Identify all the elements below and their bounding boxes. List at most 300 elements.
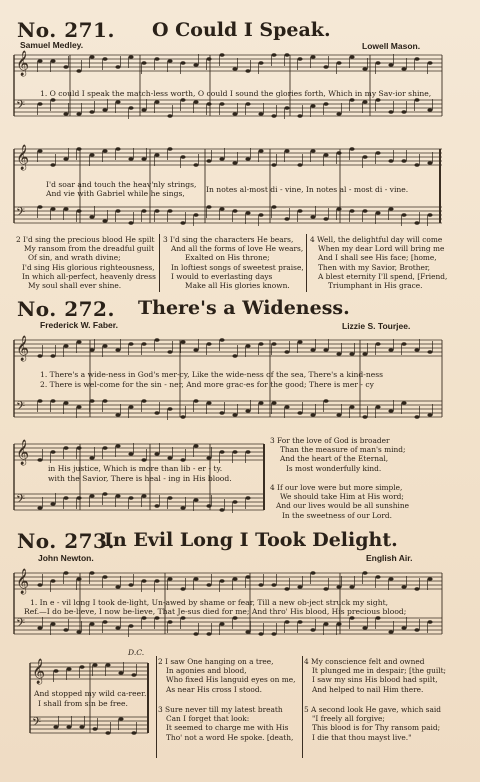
note-head [206, 632, 211, 636]
note-head [154, 57, 159, 61]
note-head [349, 352, 354, 356]
note-head [89, 348, 94, 352]
note-head [193, 63, 198, 67]
note-head [63, 496, 68, 500]
note-head [92, 727, 97, 731]
note-head [323, 399, 328, 403]
note-head [154, 338, 159, 342]
dc-marking: D.C. [128, 648, 145, 657]
note-head [180, 458, 185, 462]
note-head [167, 456, 172, 460]
note-head [167, 350, 172, 354]
note-head [219, 338, 224, 342]
note-head [128, 342, 133, 346]
note-head [388, 348, 393, 352]
note-head [258, 61, 263, 65]
note-head [102, 57, 107, 61]
verse-block: 3 I'd sing the characters He bears, And all the forms of love He wears, Exalted on His throne; In loftiest songs of sweetest praise, I would to everlasting days Make all His glories known. [163, 235, 304, 291]
note-head [128, 106, 133, 110]
note-head [219, 53, 224, 57]
note-head [258, 149, 263, 153]
note-head [154, 504, 159, 508]
note-head [362, 571, 367, 575]
note-head [258, 112, 263, 116]
note-head [284, 217, 289, 221]
note-head [167, 147, 172, 151]
note-head [154, 209, 159, 213]
note-head [50, 399, 55, 403]
note-head [336, 352, 341, 356]
note-head [37, 506, 42, 510]
note-head [349, 616, 354, 620]
divider [156, 656, 157, 758]
note-head [50, 98, 55, 102]
note-head [349, 209, 354, 213]
note-head [245, 102, 250, 106]
note-head [219, 508, 224, 512]
note-head [50, 450, 55, 454]
note-head [154, 100, 159, 104]
note-head [414, 628, 419, 632]
note-head [349, 55, 354, 59]
note-head [115, 585, 120, 589]
note-head [50, 207, 55, 211]
note-head [245, 575, 250, 579]
svg-text:𝄢: 𝄢 [16, 400, 26, 416]
note-head [323, 348, 328, 352]
note-head [89, 456, 94, 460]
note-head [271, 114, 276, 118]
note-head [362, 626, 367, 630]
note-head [323, 217, 328, 221]
verse-block: 5 A second look He gave, which said "I freely all forgive; This blood is for Thy ransom paid; I die that thou mayst live." [304, 705, 441, 742]
note-head [336, 622, 341, 626]
note-head [193, 498, 198, 502]
note-head [206, 205, 211, 209]
note-head [271, 342, 276, 346]
lyric-line: And stopped my wild ca-reer. [34, 689, 147, 698]
note-head [336, 112, 341, 116]
svg-text:𝄢: 𝄢 [16, 493, 26, 509]
note-head [284, 106, 289, 110]
divider [306, 234, 307, 292]
note-head [232, 413, 237, 417]
note-head [375, 405, 380, 409]
author-left: Frederick W. Faber. [40, 320, 118, 330]
note-head [102, 492, 107, 496]
lyric-line: 1. O could I speak the match-less worth, O could I sound the glories forth, Which in my Sav-ior shine, [40, 89, 432, 98]
note-head [154, 411, 159, 415]
note-head [63, 112, 68, 116]
lyric-line: I shall from sin be free. [38, 699, 128, 708]
lyric-line: 2. There is wel-come for the sin - ner, And more grac-es for the good; There is mer - cy [40, 380, 374, 389]
note-head [89, 55, 94, 59]
note-head [375, 98, 380, 102]
hymn-title: In Evil Long I Took Delight. [104, 529, 398, 551]
note-head [63, 65, 68, 69]
note-head [414, 587, 419, 591]
author-left: John Newton. [38, 553, 94, 563]
note-head [180, 616, 185, 620]
note-head [219, 622, 224, 626]
note-head [362, 155, 367, 159]
note-head [336, 413, 341, 417]
note-head [128, 405, 133, 409]
note-head [167, 577, 172, 581]
note-head [193, 348, 198, 352]
note-head [245, 630, 250, 634]
note-head [115, 147, 120, 151]
note-head [206, 102, 211, 106]
note-head [76, 69, 81, 73]
note-head [297, 585, 302, 589]
staff-273-2-bass [30, 717, 148, 733]
note-head [115, 65, 120, 69]
divider [302, 656, 303, 758]
note-head [50, 622, 55, 626]
note-head [414, 348, 419, 352]
verse-block: 4 My conscience felt and owned It plunged me in despair; [the guilt; I saw my sins His blood had spilt, And helped to nail Him there. [304, 657, 447, 694]
note-head [401, 213, 406, 217]
note-head [37, 102, 42, 106]
lyric-line: 1. In e - vil long I took de-light, Un-awed by shame or fear, Till a new ob-ject struck my sight, [30, 598, 389, 607]
note-head [53, 725, 58, 729]
note-head [128, 583, 133, 587]
verse-block: 4 Well, the delightful day will come When my dear Lord will bring me And I shall see His face; [home, Then with my Savior, Brother, A blest eternity I'll spend, [Friend, Triumphant in His grace. [310, 235, 448, 291]
note-head [219, 411, 224, 415]
note-head [50, 163, 55, 167]
note-head [63, 401, 68, 405]
note-head [118, 671, 123, 675]
note-head [141, 209, 146, 213]
note-head [193, 632, 198, 636]
note-head [193, 213, 198, 217]
note-head [323, 102, 328, 106]
note-head [131, 673, 136, 677]
note-head [167, 620, 172, 624]
note-head [427, 577, 432, 581]
note-head [79, 665, 84, 669]
author-right: Lizzie S. Tourjee. [342, 321, 411, 331]
note-head [76, 630, 81, 634]
author-right: Lowell Mason. [362, 41, 421, 51]
note-head [310, 413, 315, 417]
note-head [245, 409, 250, 413]
note-head [323, 622, 328, 626]
note-head [336, 207, 341, 211]
note-head [219, 157, 224, 161]
note-head [414, 57, 419, 61]
note-head [427, 620, 432, 624]
note-head [37, 354, 42, 358]
note-head [89, 571, 94, 575]
divider [159, 234, 160, 292]
note-head [388, 207, 393, 211]
note-head [128, 55, 133, 59]
note-head [37, 59, 42, 63]
note-head [310, 571, 315, 575]
note-head [427, 108, 432, 112]
note-head [115, 494, 120, 498]
note-head [375, 575, 380, 579]
note-head [232, 67, 237, 71]
note-head [76, 446, 81, 450]
hymn-number: No. 271. [17, 18, 115, 42]
note-head [206, 159, 211, 163]
note-head [284, 620, 289, 624]
note-head [128, 157, 133, 161]
note-head [284, 587, 289, 591]
note-head [76, 496, 81, 500]
svg-text:𝄢: 𝄢 [16, 617, 26, 633]
note-head [180, 61, 185, 65]
note-head [232, 577, 237, 581]
note-head [323, 65, 328, 69]
note-head [66, 725, 71, 729]
note-head [141, 579, 146, 583]
note-head [271, 53, 276, 57]
note-head [284, 53, 289, 57]
svg-text:𝄢: 𝄢 [16, 206, 26, 222]
note-head [258, 583, 263, 587]
note-head [89, 153, 94, 157]
note-head [388, 159, 393, 163]
lyric-line: in His justice, Which is more than lib - er - ty. [48, 464, 223, 473]
note-head [427, 350, 432, 354]
note-head [388, 63, 393, 67]
note-head [193, 577, 198, 581]
note-head [310, 55, 315, 59]
note-head [206, 456, 211, 460]
note-head [180, 340, 185, 344]
note-head [180, 506, 185, 510]
note-head [427, 213, 432, 217]
note-head [37, 149, 42, 153]
note-head [232, 616, 237, 620]
note-head [76, 577, 81, 581]
note-head [323, 153, 328, 157]
note-head [154, 616, 159, 620]
note-head [89, 494, 94, 498]
note-head [297, 57, 302, 61]
note-head [141, 342, 146, 346]
note-head [206, 583, 211, 587]
verse-block: 2 I saw One hanging on a tree, In agonies and blood, Who fixed His languid eyes on me, As near His cross I stood. [158, 657, 296, 694]
note-head [362, 209, 367, 213]
note-head [102, 344, 107, 348]
note-head [206, 401, 211, 405]
verse-block: 3 For the love of God is broader Than the measure of man's mind; And the heart of the Eternal, Is most wonderfully kind. [270, 436, 406, 473]
note-head [297, 163, 302, 167]
note-head [79, 725, 84, 729]
note-head [102, 575, 107, 579]
note-head [63, 344, 68, 348]
note-head [102, 620, 107, 624]
note-head [219, 207, 224, 211]
note-head [219, 102, 224, 106]
note-head [102, 399, 107, 403]
note-head [258, 342, 263, 346]
note-head [375, 342, 380, 346]
note-head [76, 405, 81, 409]
note-head [118, 717, 123, 721]
svg-text:𝄞: 𝄞 [16, 145, 30, 170]
note-head [245, 450, 250, 454]
note-head [310, 104, 315, 108]
note-head [167, 496, 172, 500]
svg-text:𝄞: 𝄞 [32, 659, 46, 684]
note-head [206, 57, 211, 61]
hymn-title: O Could I Speak. [152, 19, 331, 41]
note-head [89, 110, 94, 114]
note-head [297, 209, 302, 213]
note-head [258, 213, 263, 217]
note-head [141, 616, 146, 620]
verse-block: 2 I'd sing the precious blood He spilt My ransom from the dreadful guilt Of sin, and wrath divine; I'd sing His glorious righteousness, In which all-perfect, heavenly dress My soul shall ever shine. [16, 235, 156, 291]
note-head [167, 209, 172, 213]
note-head [180, 587, 185, 591]
note-head [141, 61, 146, 65]
note-head [271, 205, 276, 209]
note-head [105, 731, 110, 735]
note-head [92, 663, 97, 667]
note-head [50, 354, 55, 358]
note-head [167, 59, 172, 63]
note-head [388, 577, 393, 581]
svg-text:𝄞: 𝄞 [16, 440, 30, 465]
note-head [102, 149, 107, 153]
note-head [141, 458, 146, 462]
note-head [76, 209, 81, 213]
note-head [310, 628, 315, 632]
hymn-number: No. 272. [17, 297, 115, 321]
svg-text:𝄢: 𝄢 [32, 716, 42, 732]
note-head [323, 587, 328, 591]
note-head [131, 731, 136, 735]
note-head [63, 207, 68, 211]
note-head [245, 211, 250, 215]
note-head [271, 401, 276, 405]
note-head [115, 413, 120, 417]
note-head [284, 149, 289, 153]
note-head [401, 342, 406, 346]
note-head [167, 407, 172, 411]
note-head [232, 450, 237, 454]
hymn-title: There's a Wideness. [138, 297, 350, 319]
note-head [284, 350, 289, 354]
note-head [401, 401, 406, 405]
note-head [362, 100, 367, 104]
verse-block: 3 Sure never till my latest breath Can I forget that look: It seemed to charge me with His Tho' not a word He spoke. [death, [158, 705, 294, 742]
note-head [128, 624, 133, 628]
lyric-line: I'd soar and touch the heav'nly strings, [46, 180, 197, 189]
note-head [63, 446, 68, 450]
note-head [219, 579, 224, 583]
note-head [414, 98, 419, 102]
note-head [414, 415, 419, 419]
staff-272-2-bass [14, 494, 264, 510]
note-head [206, 342, 211, 346]
note-head [180, 98, 185, 102]
note-head [154, 452, 159, 456]
note-head [284, 405, 289, 409]
note-head [63, 628, 68, 632]
note-head [66, 667, 71, 671]
note-head [105, 663, 110, 667]
hymn-number: No. 273. [17, 529, 115, 553]
note-head [37, 626, 42, 630]
note-head [53, 669, 58, 673]
note-head [349, 98, 354, 102]
note-head [271, 632, 276, 636]
note-head [245, 69, 250, 73]
note-head [193, 163, 198, 167]
note-head [141, 108, 146, 112]
note-head [310, 149, 315, 153]
note-head [362, 352, 367, 356]
note-head [271, 583, 276, 587]
note-head [219, 450, 224, 454]
note-head [89, 399, 94, 403]
note-head [375, 151, 380, 155]
svg-text:𝄞: 𝄞 [16, 569, 30, 594]
note-head [128, 221, 133, 225]
note-head [206, 504, 211, 508]
note-head [258, 632, 263, 636]
note-head [102, 446, 107, 450]
note-head [414, 221, 419, 225]
note-head [401, 159, 406, 163]
note-head [89, 215, 94, 219]
note-head [63, 157, 68, 161]
note-head [102, 108, 107, 112]
note-head [115, 444, 120, 448]
note-head [76, 340, 81, 344]
note-head [388, 409, 393, 413]
note-head [141, 494, 146, 498]
note-head [63, 571, 68, 575]
note-head [245, 344, 250, 348]
note-head [154, 579, 159, 583]
note-head [297, 340, 302, 344]
note-head [37, 583, 42, 587]
note-head [37, 399, 42, 403]
note-head [362, 415, 367, 419]
note-head [232, 500, 237, 504]
note-head [375, 616, 380, 620]
note-head [245, 496, 250, 500]
note-head [180, 415, 185, 419]
lyric-line: 1. There's a wide-ness in God's mer-cy, Like the wide-ness of the sea, There's a kind-ness [40, 370, 384, 379]
note-head [427, 61, 432, 65]
note-head [37, 205, 42, 209]
note-head [232, 112, 237, 116]
note-head [297, 620, 302, 624]
author-left: Samuel Medley. [20, 40, 84, 50]
note-head [232, 354, 237, 358]
note-head [128, 496, 133, 500]
lyric-line: And vie with Gabriel while he sings, [46, 189, 185, 198]
note-head [76, 112, 81, 116]
note-head [258, 401, 263, 405]
note-head [37, 458, 42, 462]
note-head [167, 114, 172, 118]
note-head [375, 61, 380, 65]
note-head [50, 59, 55, 63]
note-head [76, 147, 81, 151]
note-head [401, 626, 406, 630]
note-head [232, 209, 237, 213]
